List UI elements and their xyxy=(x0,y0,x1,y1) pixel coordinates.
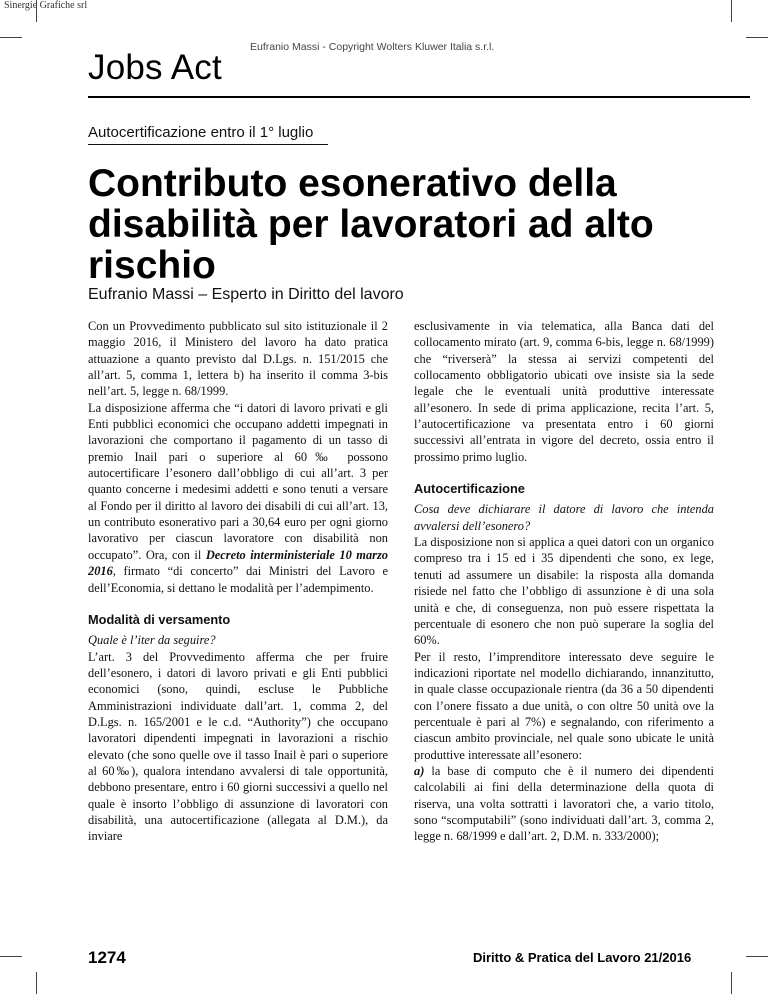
crop-mark xyxy=(746,37,768,38)
author-line: Eufranio Massi – Esperto in Diritto del lavoro xyxy=(88,286,404,303)
column-left xyxy=(88,318,388,845)
header-rule xyxy=(88,96,750,98)
kicker: Autocertificazione entro il 1° luglio xyxy=(88,124,314,141)
question: Quale è l’iter da seguire? xyxy=(88,633,216,648)
paragraph: esclusivamente in via telematica, alla Banca dati del collocamento mirato (art. 9, comma 6-bis, legge n. 68/1999) che “riverserà” la stessa ai servizi competenti del collocamento obbligatorio ubicati ove insiste sia la sede legale che le eventuali unità produttive interessate all’esonero. In sede di prima applicazione, recita l’art. 5, l’autocertificazione va presentata entro i 60 giorni successivi all’entrata in vigore del decreto, ossia entro il prossimo primo luglio. xyxy=(414,319,714,464)
list-label: a) xyxy=(414,763,425,778)
paragraph: La disposizione non si applica a quei datori con un organico compreso tra i 15 ed i 35 dipendenti che sono, ex lege, tenuti ad assumere un disabile: la risposta alla domanda risiede nel fatto che l’obbligo di assunzione è di una sola unità e che, di conseguenza, non può essere rispettata la percentuale di esonero che non può superare la soglia del 60%. xyxy=(414,535,714,648)
crop-mark xyxy=(746,956,768,957)
kicker-underline xyxy=(88,144,328,145)
journal-name: Diritto & Pratica del Lavoro 21/2016 xyxy=(473,950,692,965)
crop-mark xyxy=(36,972,37,994)
paragraph: Per il resto, l’imprenditore interessato deve seguire le indicazioni riportate nel modello dichiarando, innanzitutto, in quale classe occupazionale rientra (da 36 a 50 dipendenti con l’onere fissato a due unità, o con oltre 50 unità ove la percentuale è pari al 7%) e segnalando, con riferimento a ciascun ambito provinciale, nel quale sono ubicate le unità produttive interessate all’esonero: xyxy=(414,649,714,762)
crop-mark xyxy=(0,956,22,957)
crop-mark xyxy=(731,972,732,994)
paragraph: L’art. 3 del Provvedimento afferma che per fruire dell’esonero, i datori di lavoro privati e gli Enti pubblici economici (sono, quindi, escluse le Pubbliche Amministrazioni individuate dall’art. 1, comma 2, del D.Lgs. n. 165/2001 e le c.d. “Authority”) che occupano lavoratori dipendenti impegnati in lavorazioni a rischio elevato (che sono quelle ove il tasso Inail è pari o superiore al 60‰), qualora intendano avvalersi di tale opportunità, debbono presentare, entro i 60 giorni successivi a quello nel quale è insorto l’obbligo di assunzione di lavoratori con disabilità, una autocertificazione (allegata al D.M.), da inviare xyxy=(88,649,388,844)
decree-reference: Decreto interministeriale 10 marzo 2016 xyxy=(88,547,388,579)
list-item: a) la base di computo che è il numero dei dipendenti calcolabili ai fini della determinazione della quota di riserva, una volta sottratti i lavoratori che, a vario titolo, sono “scomputabili” (sono individuati dall’art. 3, comma 2, legge n. 68/1999 e dall’art. 2, D.M. n. 333/2000); xyxy=(414,763,714,844)
question: Cosa deve dichiarare il datore di lavoro che intenda avvalersi dell’esonero? xyxy=(414,502,714,533)
column-right xyxy=(414,318,714,845)
section-heading: Autocertificazione xyxy=(414,481,525,497)
crop-mark xyxy=(731,0,732,22)
section-heading: Modalità di versamento xyxy=(88,611,231,627)
article-title: Contributo esonerativo della disabilità per lavoratori ad alto rischio xyxy=(88,162,654,287)
paragraph: La disposizione afferma che “i datori di lavoro privati e gli Enti pubblici economici che occupano addetti impegnati in lavorazioni che comportano il pagamento di un tasso di premio Inail pari o superiore al 60‰ possono autocertificare l’esonero dall’obbligo di cui all’art. 3 per quanto concerne i medesimi addetti e sono tenuti a versare al Fondo per il diritto al lavoro dei disabili di cui all’art. 13, un contributo esonerativo pari a 30,64 euro per ogni giorno lavorativo per ciascun lavoratore con disabilità non occupato”. Ora, con il Decreto interministeriale 10 marzo 2016, firmato “di concerto” dai Ministri del Lavoro e dell’Economia, si dettano le modalità per l’adempimento. xyxy=(88,400,388,595)
section-title: Jobs Act xyxy=(88,48,222,87)
printer-label: Sinergie Grafiche srl xyxy=(4,0,88,11)
page-number: 1274 xyxy=(88,948,126,967)
paragraph: Con un Provvedimento pubblicato sul sito istituzionale il 2 maggio 2016, il Ministero del lavoro ha dato pratica attuazione a quanto previsto dal D.Lgs. n. 151/2015 che all’art. 5, comma 1, lettera b) ha inserito il comma 3-bis nell’art. 5, legge n. 68/1999. xyxy=(88,319,388,399)
crop-mark xyxy=(0,37,22,38)
copyright-line: Eufranio Massi - Copyright Wolters Kluwer Italia s.r.l. xyxy=(250,41,495,53)
